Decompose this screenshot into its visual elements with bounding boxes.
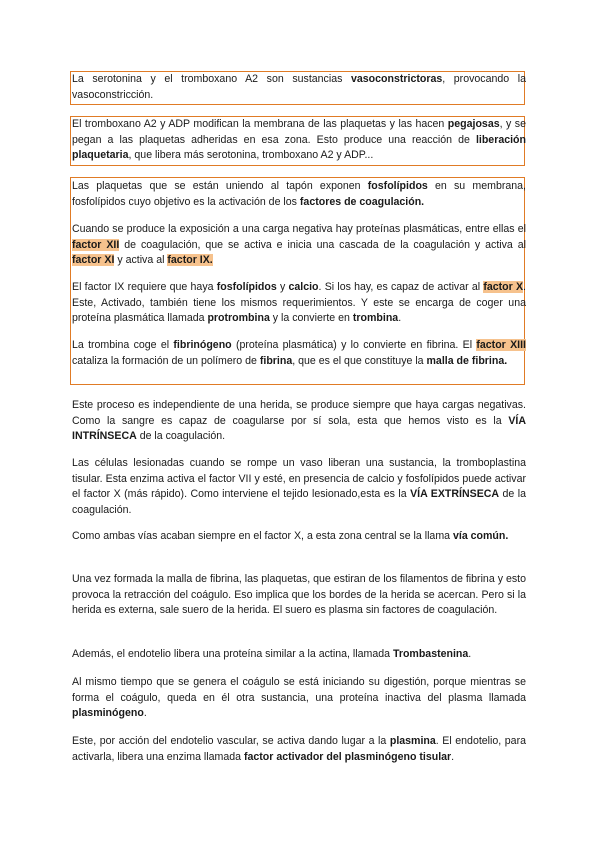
text: La trombina coge el [72,339,174,351]
text: Además, el endotelio libera una proteína similar a la actina, llamada [72,648,393,660]
text: . [451,750,455,763]
text: y [276,281,289,293]
text: y activa al [114,254,168,267]
text: Las células lesionadas cuando se rompe un vaso liberan una sustancia, la tromboplastina tisular. Esta enzima activa el factor VII y esté, en presencia de calcio y fosfolípidos puede activar el factor X (más rápido). Como interviene el tejido lesionado,esta es la [72,457,526,501]
text: . Si los hay, es capaz de activar al [318,281,484,293]
paragraph-2 [72,117,526,164]
bold-term: factor activador del plasminógeno tisular [243,750,452,763]
highlighted-term: factor XII [72,238,120,251]
highlighted-term: factor XI [72,254,115,267]
paragraph-13 [72,734,526,765]
text: . [398,312,402,325]
highlighted-term: factor X [483,281,524,293]
bold-term: calcio [288,281,319,293]
text: Este proceso es independiente de una herida, se produce siempre que haya cargas negativas. Como la sangre es capaz de coagularse por sí sola, esta que hemos visto es la [72,399,526,427]
paragraph-6 [72,338,526,369]
paragraph-10 [72,572,526,619]
text: de coagulación, que se activa e inicia una cascada de la coagulación y activa al [119,238,526,251]
paragraph-7 [72,398,526,445]
highlighted-term: factor IX. [167,254,213,267]
bold-term: vía común. [452,530,509,542]
bold-term: VÍA EXTRÍNSECA [410,488,500,501]
paragraph-3 [72,179,526,210]
text: Este, por acción del endotelio vascular, se activa dando lugar a la [72,735,390,747]
text: en su membrana, fosfolípidos cuyo objetivo es la activación de los [72,180,526,208]
bold-term: fibrinógeno [173,339,232,351]
text: . El endotelio, para activarla, libera una enzima llamada [72,735,526,763]
text: . [468,648,472,660]
text: Al mismo tiempo que se genera el coágulo se está iniciando su digestión, porque mientras se forma el coágulo, queda en él otra sustancia, una proteína inactiva del plasma llamada [72,676,526,704]
text: Cuando se produce la exposición a una carga negativa hay proteínas plasmáticas, entre ellas el [72,223,526,235]
text: , que libera más serotonina, tromboxano A2 y ADP... [128,149,374,162]
paragraph-1 [72,72,526,103]
bold-term: plasminógeno [72,707,144,720]
text: , y se pegan a las plaquetas adheridas en esa zona. Esto produce una reacción de [72,118,526,146]
bold-term: fosfolípidos [367,180,428,192]
paragraph-4 [72,222,526,269]
bold-term: factores de coagulación. [299,195,425,208]
highlighted-term: factor XIII [476,339,526,351]
bold-term: VÍA INTRÍNSECA [72,414,526,443]
text: Las plaquetas que se están uniendo al tapón exponen [72,180,368,192]
paragraph-12 [72,675,526,722]
text: y la convierte en [269,312,353,325]
bold-term: trombina [352,312,399,325]
bold-term: pegajosas [447,118,500,130]
text: , que es el que constituye la [292,354,427,367]
text: El tromboxano A2 y ADP modifican la membrana de las plaquetas y las hacen [72,118,448,130]
bold-term: fosfolípidos [216,281,277,293]
text: (proteína plasmática) y lo convierte en fibrina. El [231,339,477,351]
bold-term: plasmina [389,735,436,747]
text: cataliza la formación de un polímero de [72,354,260,367]
text: Una vez formada la malla de fibrina, las plaquetas, que estiran de los filamentos de fibrina y esto provoca la retracción del coágulo. Eso implica que los bordes de la herida se acercan. Pero si la herida es externa, sale suero de la herida. El suero es plasma sin factores de coagulación. [72,573,526,617]
paragraph-5 [72,280,526,327]
bold-term: vasoconstrictoras [350,73,443,85]
paragraph-8 [72,456,526,518]
text: El factor IX requiere que haya [72,281,217,293]
paragraph-9 [72,529,526,545]
bold-term: liberación plaquetaria [72,133,526,162]
text: . Este, Activado, también tiene los mismos requerimientos. Y este se encarga de coger una proteína plasmática llamada [72,281,526,325]
paragraph-11 [72,647,526,663]
bold-term: Trombastenina [392,648,469,660]
bold-term: fibrina [259,354,293,367]
bold-term: malla de fibrina. [426,354,508,367]
text: . [143,707,147,720]
text: de la coagulación. [72,488,527,516]
text: de la coagulación. [136,430,226,443]
bold-term: protrombina [207,312,270,325]
text: , provocando la vasoconstricción. [72,73,526,101]
text: Como ambas vías acaban siempre en el factor X, a esta zona central se la llama [72,530,453,542]
text: La serotonina y el tromboxano A2 son sustancias [72,73,351,85]
